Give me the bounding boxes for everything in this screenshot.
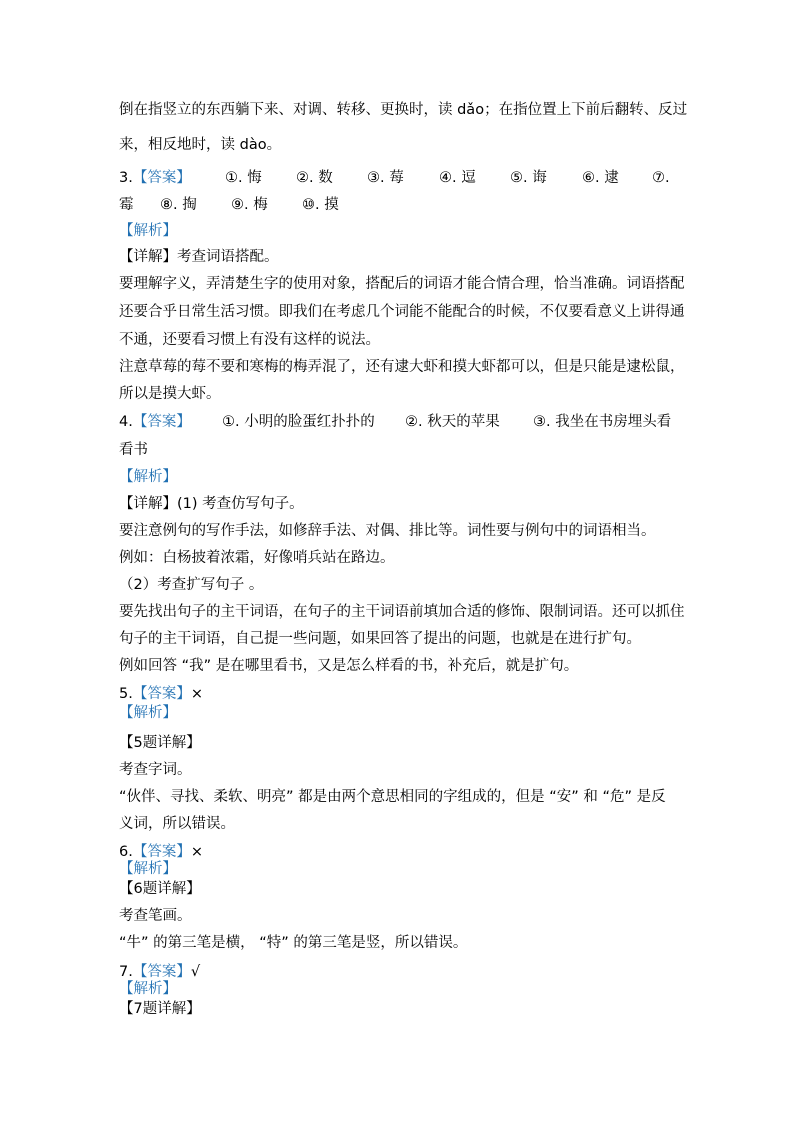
q7-number: 7.	[119, 964, 133, 980]
q3-paragraph-line: 还要合乎日常生活习惯。即我们在考虑几个词能不能配合的时候，不仅要看意义上讲得通	[119, 304, 685, 320]
q4-analysis-tag: 【解析】	[119, 469, 177, 485]
q7-analysis-tag: 【解析】	[119, 981, 177, 997]
q4-detail-title: (1) 考查仿写句子。	[177, 496, 304, 512]
q3-option-7-cont: 霉	[119, 197, 134, 213]
q3-detail-tag: 【详解】	[119, 249, 177, 265]
q6-number: 6.	[119, 844, 133, 860]
q7-answer-tag: 【答案】	[132, 964, 191, 980]
q4-answer-row	[119, 412, 191, 432]
q3-paragraph-line: 所以是摸大虾。	[119, 386, 221, 402]
q3-option-10: ⑩. 摸	[302, 197, 339, 213]
q5-paragraph-line: 考查字词。	[119, 762, 192, 778]
q3-paragraph-line: 注意草莓的莓不要和寒梅的梅弄混了，还有逮大虾和摸大虾都可以，但是只能是逮松鼠，	[119, 359, 685, 375]
q4-answer-tag: 【答案】	[132, 414, 191, 430]
q3-option-1: ①. 悔	[225, 170, 262, 186]
intro-line-2: 来，相反地时，读 dào。	[119, 137, 282, 153]
q3-option-3: ③. 莓	[367, 170, 404, 186]
q4-paragraph-line: 要注意例句的写作手法，如修辞手法、对偶、排比等。词性要与例句中的词语相当。	[119, 523, 656, 539]
q3-option-5: ⑤. 诲	[510, 170, 547, 186]
q5-answer-value: ×	[190, 686, 203, 702]
q3-answer-row	[119, 168, 191, 188]
q6-answer-tag: 【答案】	[132, 844, 191, 860]
q4-detail	[119, 494, 304, 514]
q3-analysis-tag: 【解析】	[119, 223, 177, 239]
q4-option-2: ②. 秋天的苹果	[405, 414, 500, 430]
q3-detail-title: 考查词语搭配。	[177, 249, 279, 265]
q3-detail	[119, 247, 279, 267]
q7-detail-tag: 【7题详解】	[119, 1001, 201, 1017]
q5-detail-tag: 【5题详解】	[119, 735, 201, 751]
q3-answer-tag: 【答案】	[132, 170, 191, 186]
q3-option-4: ④. 逗	[439, 170, 476, 186]
intro-line-1: 倒在指竖立的东西躺下来、对调、转移、更换时，读 dǎo；在指位置上下前后翻转、反过	[119, 102, 688, 118]
q5-paragraph-line: 义词，所以错误。	[119, 816, 235, 832]
q4-paragraph-line: 句子的主干词语，自己提一些问题，如果回答了提出的问题，也就是在进行扩句。	[119, 631, 641, 647]
q4-option-3: ③. 我坐在书房埋头看	[533, 414, 672, 430]
q6-paragraph-line: “牛” 的第三笔是横， “特” 的第三笔是竖，所以错误。	[119, 935, 468, 951]
q3-paragraph-line: 不通，还要看习惯上有没有这样的说法。	[119, 332, 380, 348]
q4-paragraph-line: 例如：白杨披着浓霜，好像哨兵站在路边。	[119, 550, 395, 566]
q3-option-8: ⑧. 掏	[160, 197, 197, 213]
q7-answer-value: √	[190, 964, 201, 980]
q5-analysis-tag: 【解析】	[119, 705, 177, 721]
q6-analysis-tag: 【解析】	[119, 861, 177, 877]
q4-paragraph-line: 例如回答 “我” 是在哪里看书，又是怎么样看的书，补充后，就是扩句。	[119, 658, 579, 674]
q3-number: 3.	[119, 170, 133, 186]
q6-paragraph-line: 考查笔画。	[119, 908, 192, 924]
q5-number: 5.	[119, 686, 133, 702]
q4-number: 4.	[119, 414, 133, 430]
q4-option-3-cont: 看书	[119, 442, 148, 458]
q4-option-1: ①. 小明的脸蛋红扑扑的	[222, 414, 375, 430]
q3-option-9: ⑨. 梅	[231, 197, 268, 213]
q3-paragraph-line: 要理解字义，弄清楚生字的使用对象，搭配后的词语才能合情合理，恰当准确。词语搭配	[119, 276, 685, 292]
q4-paragraph-line: 要先找出句子的主干词语，在句子的主干词语前填加合适的修饰、限制词语。还可以抓住	[119, 604, 685, 620]
q6-detail-tag: 【6题详解】	[119, 881, 201, 897]
q3-option-6: ⑥. 逮	[582, 170, 619, 186]
q6-answer-value: ×	[190, 844, 203, 860]
q5-answer-tag: 【答案】	[132, 686, 191, 702]
q5-answer-row	[119, 684, 203, 704]
q4-paragraph-line: （2）考查扩写句子 。	[119, 577, 264, 593]
q5-paragraph-line: “伙伴、寻找、柔软、明亮” 都是由两个意思相同的字组成的，但是 “安” 和 “危” 是反	[119, 789, 666, 805]
q4-detail-tag: 【详解】	[119, 496, 177, 512]
q3-option-7: ⑦.	[652, 170, 670, 186]
q3-option-2: ②. 数	[296, 170, 333, 186]
